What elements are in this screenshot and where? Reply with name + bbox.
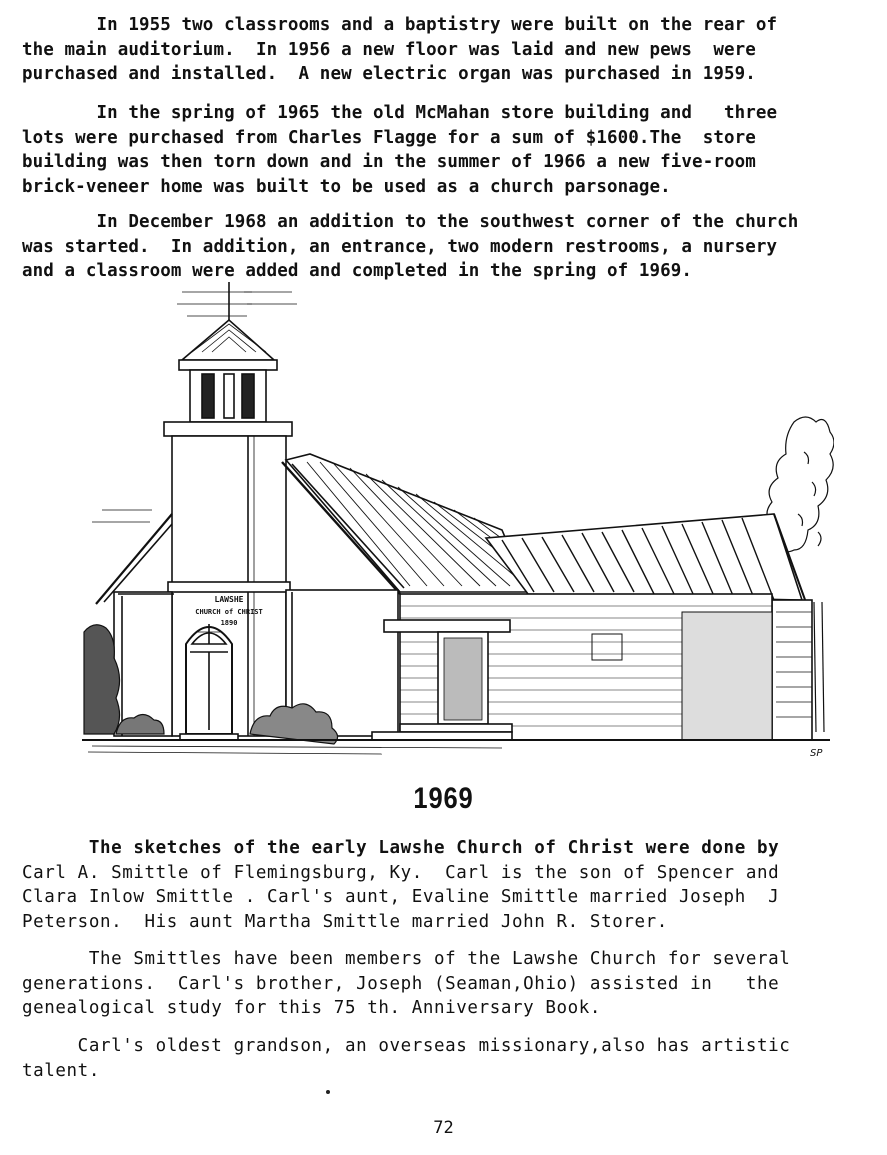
paragraph-1955-classrooms [22, 13, 880, 87]
text-line: was started. In addition, an entrance, two modern restrooms, a nursery [22, 236, 778, 257]
text-line: Peterson. His aunt Martha Smittle married John R. Storer. [22, 911, 668, 932]
text-line: generations. Carl's brother, Joseph (Seaman,Ohio) assisted in the [22, 973, 780, 994]
church-sign-line: LAWSHE [214, 595, 244, 604]
text-line: genealogical study for this 75 th. Anniversary Book. [22, 998, 602, 1018]
text-line: Clara Inlow Smittle . Carl's aunt, Evaline Smittle married Joseph J [22, 887, 780, 907]
steeple [164, 282, 292, 740]
text-line: Carl's oldest grandson, an overseas missionary,also has artistic [22, 1036, 791, 1056]
text-line: In 1955 two classrooms and a baptistry were built on the rear of [22, 15, 778, 35]
paragraph-grandson [22, 1034, 872, 1083]
text-line: the main auditorium. In 1956 a new floor was laid and new pews were [22, 39, 756, 60]
ground [82, 740, 830, 754]
illustration-caption-year: 1969 [413, 782, 474, 815]
text-line: In December 1968 an addition to the southwest corner of the church [22, 212, 799, 232]
text-line: talent. [22, 1060, 100, 1081]
text-line: purchased and installed. A new electric organ was purchased in 1959. [22, 64, 756, 84]
text-line: and a classroom were added and completed in the spring of 1969. [22, 261, 693, 281]
text-line: building was then torn down and in the summer of 1966 a new five-room [22, 152, 756, 172]
paragraph-smittle-family [22, 947, 872, 1021]
church-sign-line: CHURCH of CHRIST [195, 608, 263, 616]
page-number: 72 [433, 1118, 454, 1138]
text-line: Carl A. Smittle of Flemingsburg, Ky. Carl is the son of Spencer and [22, 862, 780, 883]
text-line: In the spring of 1965 the old McMahan store building and three [22, 103, 778, 123]
church-sketch-illustration [82, 282, 834, 772]
text-line: lots were purchased from Charles Flagge for a sum of $1600.The store [22, 127, 756, 148]
church-sign-line: 1890 [220, 619, 238, 627]
stray-ink-dot [326, 1090, 330, 1094]
paragraph-1965-parsonage [22, 101, 880, 199]
paragraph-1968-addition [22, 210, 880, 284]
brick-addition [372, 594, 772, 740]
text-line: brick-veneer home was built to be used as a church parsonage. [22, 176, 671, 197]
paragraph-sketch-artist [22, 836, 872, 934]
text-line: The Smittles have been members of the Lawshe Church for several [22, 949, 791, 969]
text-line: The sketches of the early Lawshe Church of Christ were done by [22, 838, 780, 858]
artist-mark: SP [810, 748, 823, 759]
